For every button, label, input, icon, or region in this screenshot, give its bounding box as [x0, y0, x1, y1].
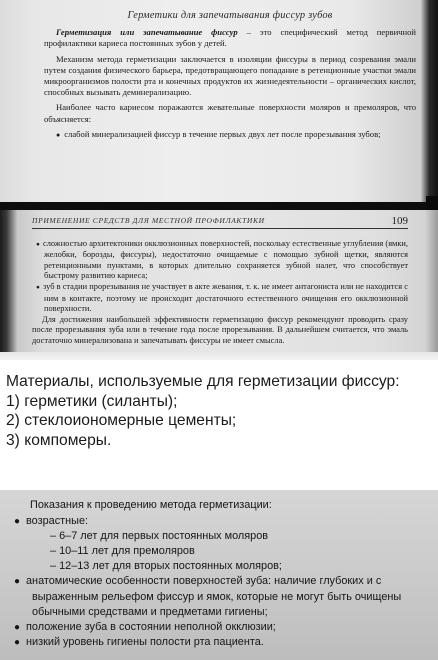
age-premolars: – 10–11 лет для премоляров	[50, 545, 195, 558]
definition-paragraph	[44, 27, 416, 49]
bullet-mineralization: ● слабой минерализацией фиссур в течение первых двух лет после прорезывания зубов;	[44, 129, 416, 141]
bullet-anatomy-line2: выраженным рельефом фиссур и ямок, которые не могут быть очищены	[32, 590, 402, 603]
molars-paragraph: Наиболее часто кариесом поражаются жевательные поверхности моляров и премоляров, что объясняется:	[44, 102, 416, 124]
definition-term: Герметизация или запечатывание фиссур	[56, 27, 238, 38]
bullet-architecture: ● сложностью архитектоники окклюзионных поверхностей, поскольку естественные углубления (ямки, желобки, борозды, фиссуры), недостаточно очищаемые с помощью зубной щетки, являются ретенционными пунктами, в которых длительно сохраняется зубной налет, что способствует быстрому развитию кариеса;	[32, 239, 408, 282]
scanned-page-109	[0, 210, 438, 360]
scanned-page-top	[0, 0, 438, 202]
page-separator	[0, 202, 438, 210]
materials-title: Материалы, используемые для герметизации фиссур:	[6, 373, 400, 390]
definition-text: – это специфический метод первичной профилактики кариеса постоянных зубов у детей.	[44, 27, 416, 49]
slide-title: Показания к проведению метода герметизации:	[30, 499, 272, 511]
materials-list	[6, 372, 436, 450]
page-number: 109	[391, 215, 408, 227]
bullet-anatomy-line3: обычными средствами и предметами гигиены;	[32, 605, 268, 618]
materials-item: 3) компомеры.	[6, 431, 112, 449]
materials-item: 2) стеклоиономерные цементы;	[6, 412, 237, 429]
bullet-age: ● возрастные:	[16, 514, 434, 529]
running-head: Герметики для запечатывания фиссур зубов	[127, 10, 333, 21]
bullet-eruption: ● зуб в стадии прорезывания не участвует в акте жевания, т. к. не имеет антагониста или не находится с ним в контакте, поэтому не происходит достаточного естественного очищения его окклюзионной поверхности.	[32, 282, 408, 315]
mechanism-paragraph: Механизм метода герметизации заключается в изоляции фиссуры в период созревания эмали путем создания физического барьера, предотвращающего попадание в ретенционные участки эмали микроорганизмов полости рта и конечных продуктов их жизнедеятельности – органических кислот, способных вызывать деминерализацию.	[44, 53, 416, 98]
closing-paragraph: Для достижения наибольшей эффективности герметизацию фиссур рекомендуют проводить сразу после прорезывания зуба или в течение года после прорезывания. В дальнейшем считается, что эмаль достаточно минерализована и запечатывать фиссуры не имеет смысла.	[32, 314, 408, 345]
materials-item: 1) герметики (силанты);	[6, 392, 178, 410]
bullet-occlusion: ● положение зуба в состоянии неполной окклюзии;	[16, 620, 434, 635]
page-header	[32, 216, 408, 229]
age-second-molars: – 12–13 лет для вторых постоянных моляров;	[50, 560, 282, 573]
page-header-title: ПРИМЕНЕНИЕ СРЕДСТВ ДЛЯ МЕСТНОЙ ПРОФИЛАКТИКИ	[32, 216, 265, 225]
indications-slide	[0, 490, 438, 660]
bullet-anatomy: ● анатомические особенности поверхностей зуба: наличие глубоких и с	[16, 574, 434, 589]
page-bottom-edge	[0, 352, 438, 360]
age-first-molars: – 6–7 лет для первых постоянных моляров	[50, 530, 269, 543]
bullet-hygiene: ● низкий уровень гигиены полости рта пациента.	[16, 635, 434, 650]
